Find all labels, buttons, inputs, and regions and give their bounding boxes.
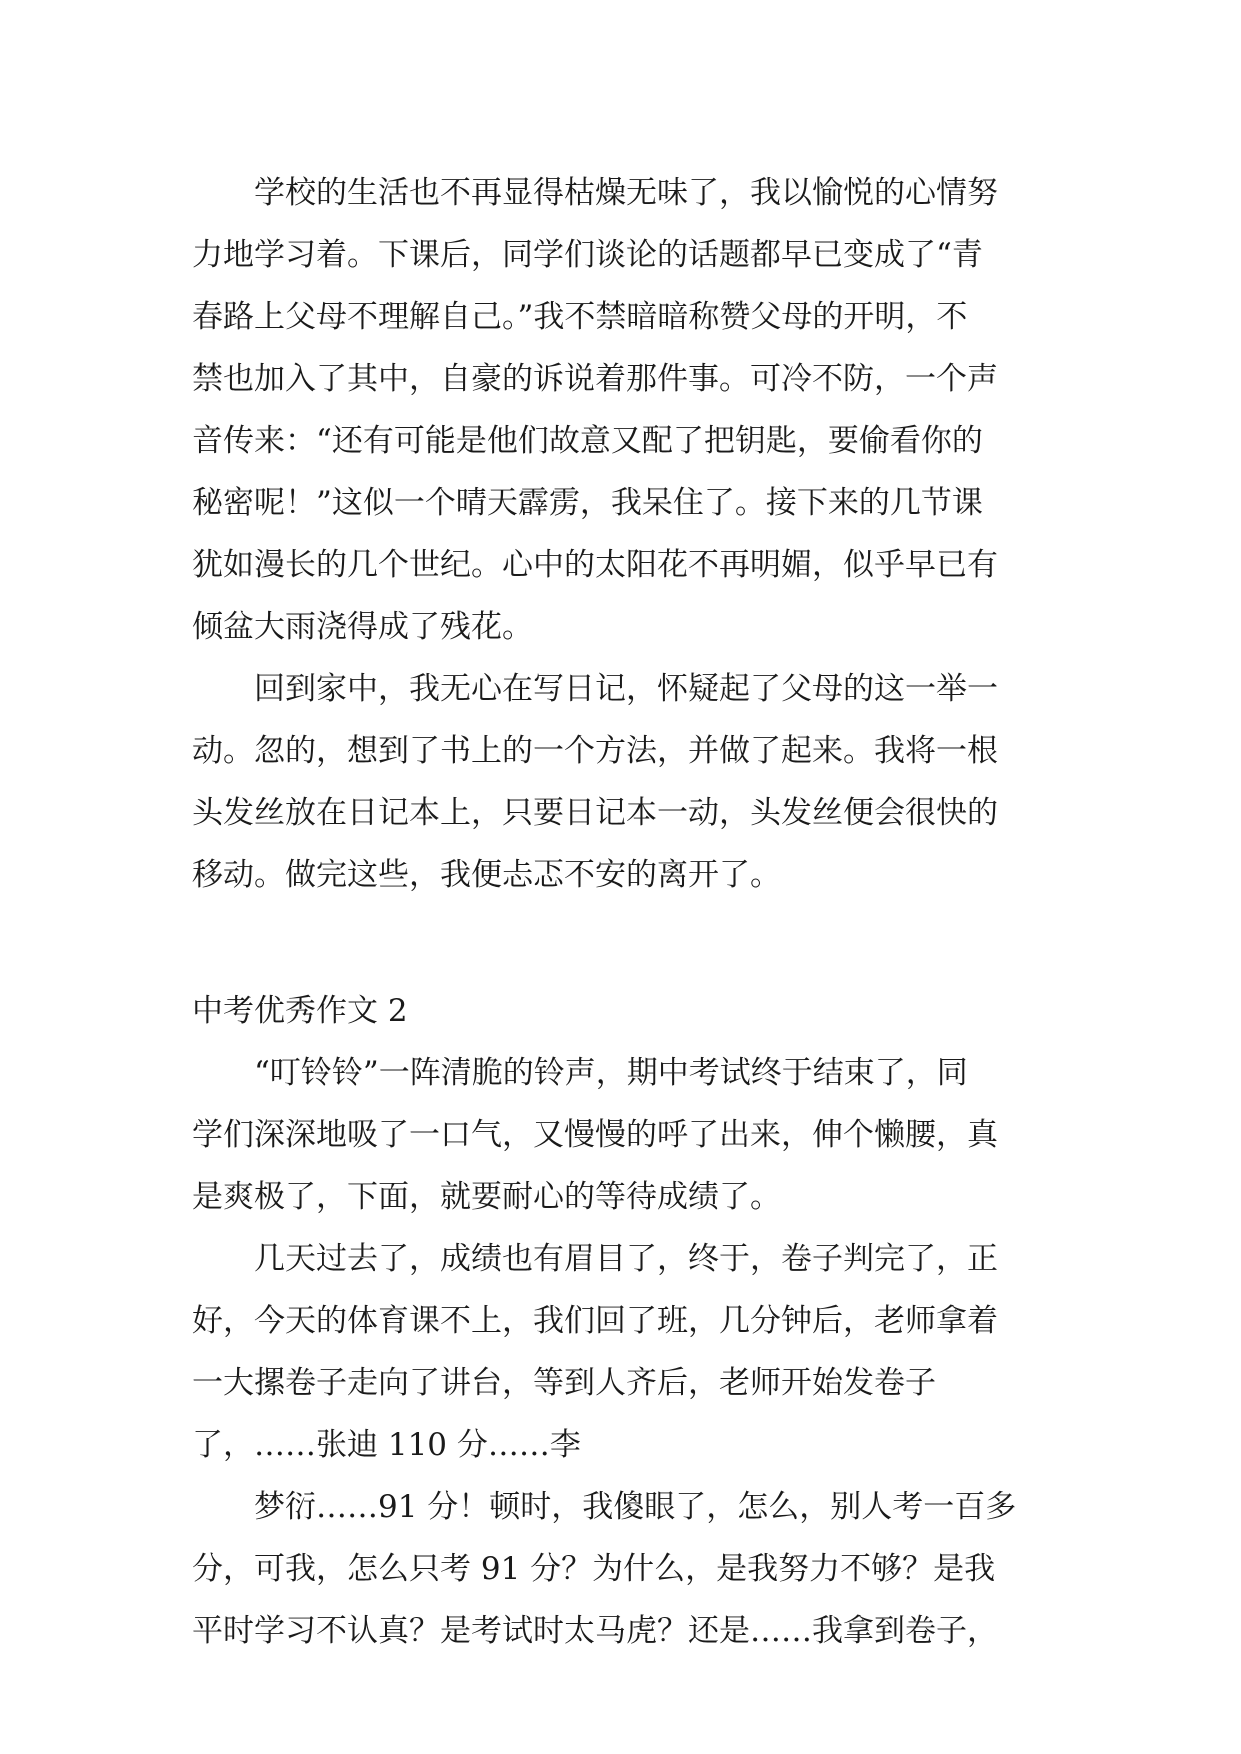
text-line: 春路上父母不理解自己。”我不禁暗暗称赞父母的开明，不 — [192, 299, 968, 335]
paragraph-grades — [192, 1228, 1052, 1476]
text-line: “叮铃铃”一阵清脆的铃声，期中考试终于结束了，同 — [254, 1055, 968, 1091]
text-line: 是爽极了，下面，就要耐心的等待成绩了。 — [192, 1179, 781, 1215]
text-line: 头发丝放在日记本上，只要日记本一动，头发丝便会很快的 — [192, 795, 998, 831]
text-line: 移动。做完这些，我便忐忑不安的离开了。 — [192, 857, 781, 893]
text-line: 秘密呢！”这似一个晴天霹雳，我呆住了。接下来的几节课 — [192, 485, 983, 521]
text-line: 一大摞卷子走向了讲台，等到人齐后，老师开始发卷子 — [192, 1365, 936, 1401]
text-line: 犹如漫长的几个世纪。心中的太阳花不再明媚，似乎早已有 — [192, 547, 998, 583]
text-line: 学们深深地吸了一口气，又慢慢的呼了出来，伸个懒腰，真 — [192, 1117, 998, 1153]
document-body — [192, 162, 1052, 1662]
text-line: 动。忽的，想到了书上的一个方法，并做了起来。我将一根 — [192, 733, 998, 769]
text-line: 梦衍……91 分！顿时，我傻眼了，怎么，别人考一百多 — [254, 1489, 1017, 1525]
paragraph-score — [192, 1476, 1052, 1662]
paragraph-exam-bell — [192, 1042, 1052, 1228]
paragraph-school-life — [192, 162, 1052, 658]
text-line: 力地学习着。下课后，同学们谈论的话题都早已变成了“青 — [192, 237, 983, 273]
text-line: 几天过去了，成绩也有眉目了，终于，卷子判完了，正 — [254, 1241, 998, 1277]
text-line: 分，可我，怎么只考 91 分？为什么，是我努力不够？是我 — [192, 1551, 996, 1587]
section-heading: 中考优秀作文 2 — [192, 993, 408, 1029]
text-line: 了，……张迪 110 分……李 — [192, 1427, 581, 1463]
text-line: 倾盆大雨浇得成了残花。 — [192, 609, 533, 645]
text-line: 平时学习不认真？是考试时太马虎？还是……我拿到卷子， — [192, 1613, 998, 1649]
text-line: 禁也加入了其中，自豪的诉说着那件事。可冷不防，一个声 — [192, 361, 998, 397]
text-line: 学校的生活也不再显得枯燥无味了，我以愉悦的心情努 — [254, 175, 998, 211]
section-gap — [192, 906, 1052, 980]
paragraph-back-home — [192, 658, 1052, 906]
text-line: 回到家中，我无心在写日记，怀疑起了父母的这一举一 — [254, 671, 998, 707]
text-line: 音传来：“还有可能是他们故意又配了把钥匙，要偷看你的 — [192, 423, 983, 459]
text-line: 好，今天的体育课不上，我们回了班，几分钟后，老师拿着 — [192, 1303, 998, 1339]
